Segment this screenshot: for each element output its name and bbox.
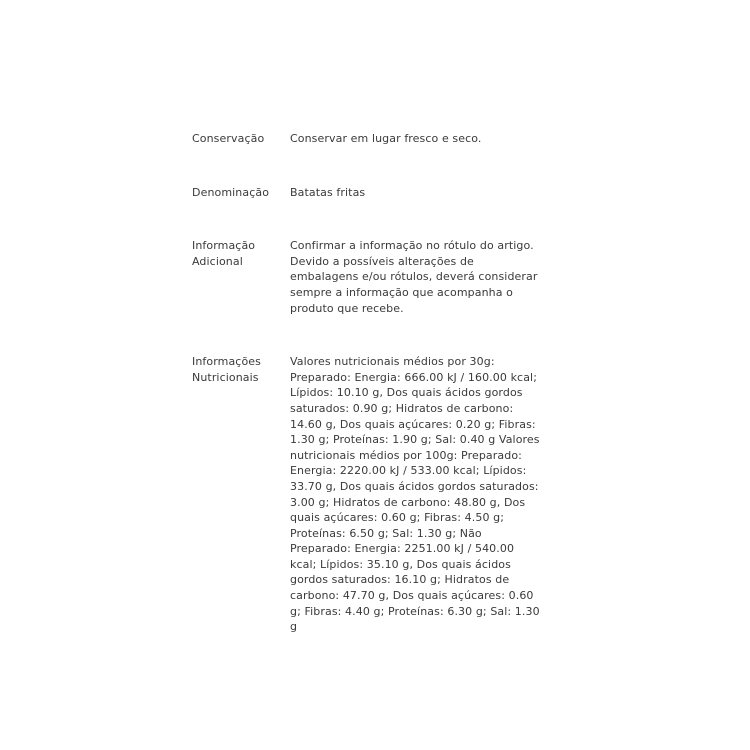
- info-value-informacoes-nutricionais: Valores nutricionais médios por 30g: Preparado: Energia: 666.00 kJ / 160.00 kcal; Lípidos: 10.10 g, Dos quais ácidos gordos saturados: 0.90 g; Hidratos de carbono: 14.60 g, Dos quais açúcares: 0.20 g; Fibras: 1.30 g; Proteínas: 1.90 g; Sal: 0.40 g Valores nutricionais médios por 100g: Preparado: Energia: 2220.00 kJ / 533.00 kcal; Lípidos: 33.70 g, Dos quais ácidos gordos saturados: 3.00 g; Hidratos de carbono: 48.80 g, Dos quais açúcares: 0.60 g; Fibras: 4.50 g; Proteínas: 6.50 g; Sal: 1.30 g; Não Preparado: Energia: 2251.00 kJ / 540.00 kcal; Lípidos: 35.10 g, Dos quais ácidos gordos saturados: 16.10 g; Hidratos de carbono: 47.70 g, Dos quais açúcares: 0.60 g; Fibras: 4.40 g; Proteínas: 6.30 g; Sal: 1.30 g: [290, 355, 540, 634]
- info-row-informacoes-nutricionais: [192, 354, 552, 635]
- info-value-conservacao: Conservar em lugar fresco e seco.: [290, 132, 482, 145]
- info-label-informacao-adicional: [192, 238, 290, 269]
- info-row-informacao-adicional: [192, 238, 552, 316]
- info-value-denominacao: Batatas fritas: [290, 185, 366, 199]
- info-label-line: Adicional: [192, 254, 243, 268]
- info-label-informacoes-nutricionais: [192, 354, 290, 385]
- info-label-line: Informação: [192, 239, 256, 253]
- info-label-line: Informações: [192, 355, 261, 369]
- info-label-denominacao: Denominação: [192, 185, 270, 199]
- info-value-informacao-adicional: Confirmar a informação no rótulo do artigo. Devido a possíveis alterações de embalagens e/ou rótulos, deverá considerar sempre a informação que acompanha o produto que recebe.: [290, 239, 538, 315]
- product-info-table: [192, 131, 552, 635]
- info-row-conservacao: [192, 131, 552, 147]
- info-label-conservacao: Conservação: [192, 132, 265, 145]
- info-label-line: Nutricionais: [192, 370, 259, 384]
- info-row-denominacao: [192, 185, 552, 201]
